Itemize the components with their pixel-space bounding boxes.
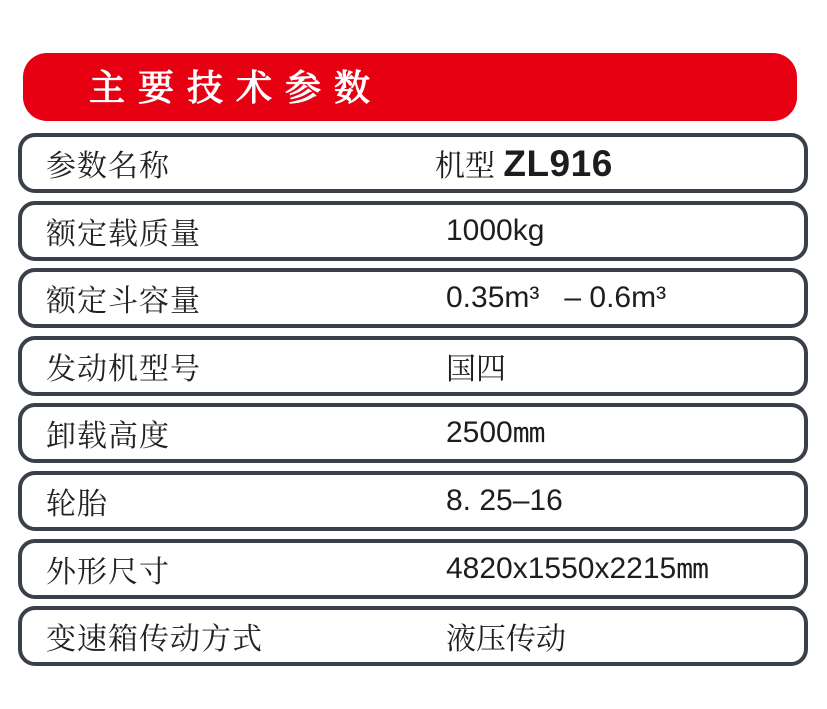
- spec-table: [18, 133, 808, 666]
- value-text: 液压传动: [446, 623, 566, 657]
- value-text: 0.35m³ – 0.6m³: [446, 281, 667, 315]
- section-title: 主要技术参数: [89, 67, 384, 108]
- table-header-row: [18, 133, 808, 193]
- param-value: [446, 614, 566, 658]
- model-header: [435, 141, 613, 185]
- param-value: [446, 484, 563, 518]
- model-prefix-label: 机型: [435, 150, 504, 183]
- value-text: 8. 25–16: [446, 483, 563, 517]
- param-name-header: 参数名称: [46, 150, 170, 183]
- value-text: 2500: [446, 416, 513, 450]
- table-row: [18, 471, 808, 531]
- value-text: 国四: [446, 352, 506, 386]
- value-unit: mm: [512, 416, 545, 450]
- param-value: [446, 416, 544, 450]
- value-unit: mm: [676, 551, 708, 585]
- section-header: [23, 53, 797, 121]
- param-value: [446, 344, 506, 388]
- param-label: 变速箱传动方式: [46, 623, 263, 657]
- table-row: [18, 201, 808, 261]
- param-label: 外形尺寸: [46, 555, 170, 589]
- value-text: 1000kg: [446, 213, 545, 247]
- table-row: [18, 606, 808, 666]
- param-label: 轮胎: [46, 487, 108, 521]
- table-row: [18, 403, 808, 463]
- param-value: [446, 281, 666, 315]
- value-text: 4820x1550x2215: [446, 551, 677, 585]
- param-label: 额定斗容量: [46, 285, 201, 319]
- param-value: [446, 214, 544, 248]
- table-row: [18, 539, 808, 599]
- model-number: ZL916: [503, 143, 613, 184]
- param-label: 发动机型号: [46, 352, 201, 386]
- param-label: 卸载高度: [46, 420, 170, 454]
- table-row: [18, 336, 808, 396]
- table-row: [18, 268, 808, 328]
- param-label: 额定载质量: [46, 217, 201, 251]
- param-value: [446, 552, 708, 586]
